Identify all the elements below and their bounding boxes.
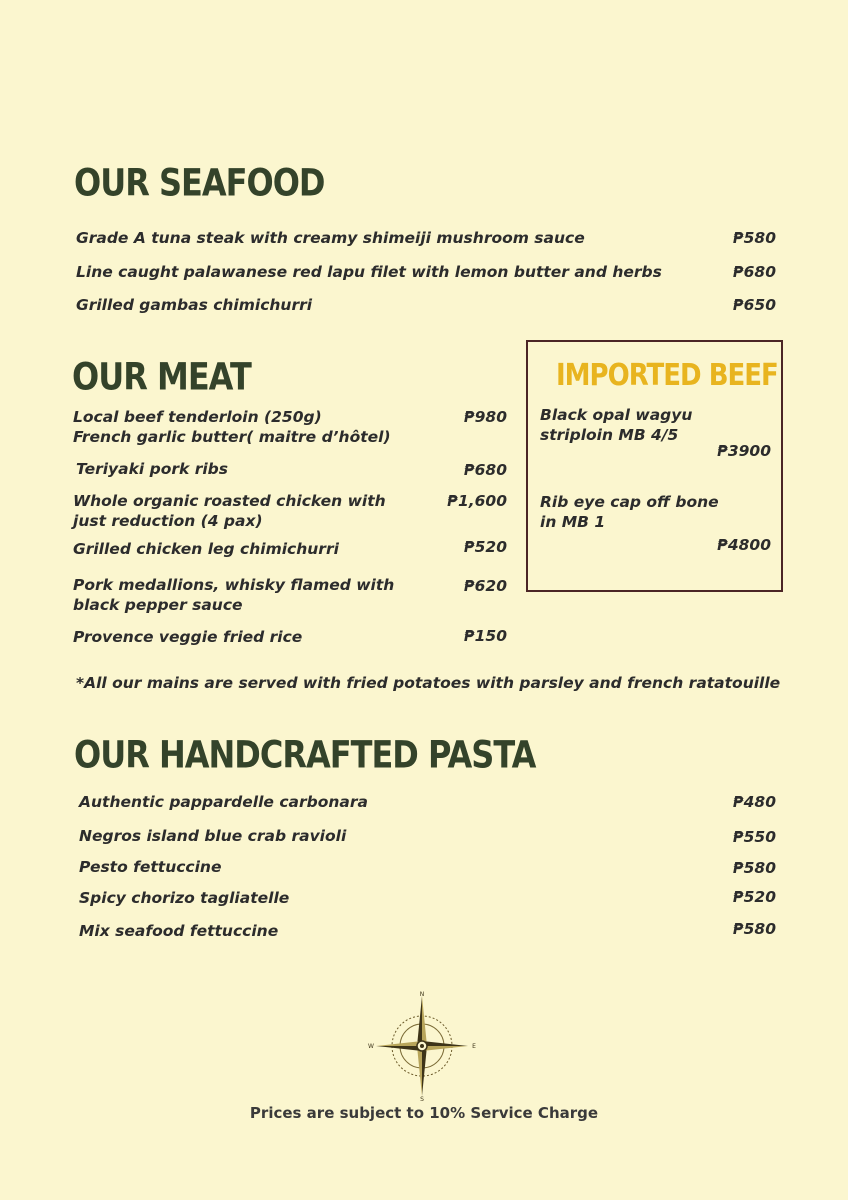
seafood-item-price: ₱650 bbox=[732, 296, 776, 314]
meat-item-price: ₱980 bbox=[463, 408, 507, 426]
pasta-item-name: Authentic pappardelle carbonara bbox=[79, 793, 368, 811]
pasta-item-name: Negros island blue crab ravioli bbox=[79, 827, 347, 845]
service-charge-note: Prices are subject to 10% Service Charge bbox=[249, 1104, 599, 1122]
beef-item-line: Rib eye cap off bone bbox=[540, 493, 719, 511]
imported-beef-box bbox=[526, 340, 783, 592]
beef-item-line: in MB 1 bbox=[540, 513, 606, 531]
meat-item-price: ₱150 bbox=[463, 627, 507, 645]
meat-item-line: just reduction (4 pax) bbox=[73, 512, 263, 530]
meat-item-line: Teriyaki pork ribs bbox=[76, 460, 228, 478]
compass-rose-icon bbox=[366, 990, 478, 1102]
meat-item-price: ₱620 bbox=[463, 577, 507, 595]
beef-item-price: ₱4800 bbox=[717, 536, 771, 554]
pasta-item-price: ₱480 bbox=[732, 793, 776, 811]
pasta-item-price: ₱580 bbox=[732, 920, 776, 938]
compass-south-label: S bbox=[420, 1096, 424, 1102]
meat-item-line: Grilled chicken leg chimichurri bbox=[73, 540, 339, 558]
meat-item-price: ₱520 bbox=[463, 538, 507, 556]
seafood-item-price: ₱580 bbox=[732, 229, 776, 247]
compass-east-label: E bbox=[472, 1043, 476, 1050]
pasta-item-name: Mix seafood fettuccine bbox=[79, 922, 279, 940]
beef-item-line: striploin MB 4/5 bbox=[540, 426, 679, 444]
meat-item-line: Provence veggie fried rice bbox=[73, 628, 303, 646]
seafood-item-name: Grade A tuna steak with creamy shimeiji mushroom sauce bbox=[76, 229, 585, 247]
mains-note: *All our mains are served with fried potatoes with parsley and french ratatouille bbox=[76, 674, 781, 692]
meat-item-line: Local beef tenderloin (250g) bbox=[73, 408, 322, 426]
pasta-item-price: ₱550 bbox=[732, 828, 776, 846]
imported-beef-heading: IMPORTED BEEF bbox=[556, 358, 778, 394]
seafood-item-name: Grilled gambas chimichurri bbox=[76, 296, 313, 314]
meat-heading: OUR MEAT bbox=[72, 354, 251, 399]
pasta-item-price: ₱520 bbox=[732, 888, 776, 906]
meat-item-line: black pepper sauce bbox=[73, 596, 243, 614]
meat-item-price: ₱1,600 bbox=[447, 492, 507, 510]
beef-item-line: Black opal wagyu bbox=[540, 406, 693, 424]
pasta-item-name: Pesto fettuccine bbox=[79, 858, 222, 876]
pasta-heading: OUR HANDCRAFTED PASTA bbox=[74, 732, 536, 777]
compass-north-label: N bbox=[419, 991, 425, 998]
seafood-item-name: Line caught palawanese red lapu filet with lemon butter and herbs bbox=[76, 263, 662, 281]
pasta-item-name: Spicy chorizo tagliatelle bbox=[79, 889, 290, 907]
seafood-item-price: ₱680 bbox=[732, 263, 776, 281]
meat-item-line: Pork medallions, whisky flamed with bbox=[73, 576, 395, 594]
pasta-item-price: ₱580 bbox=[732, 859, 776, 877]
seafood-heading: OUR SEAFOOD bbox=[74, 160, 325, 205]
meat-item-line: Whole organic roasted chicken with bbox=[73, 492, 386, 510]
compass-west-label: W bbox=[368, 1043, 374, 1050]
meat-item-line: French garlic butter( maitre d’hôtel) bbox=[73, 428, 391, 446]
meat-item-price: ₱680 bbox=[463, 461, 507, 479]
beef-item-price: ₱3900 bbox=[717, 442, 771, 460]
